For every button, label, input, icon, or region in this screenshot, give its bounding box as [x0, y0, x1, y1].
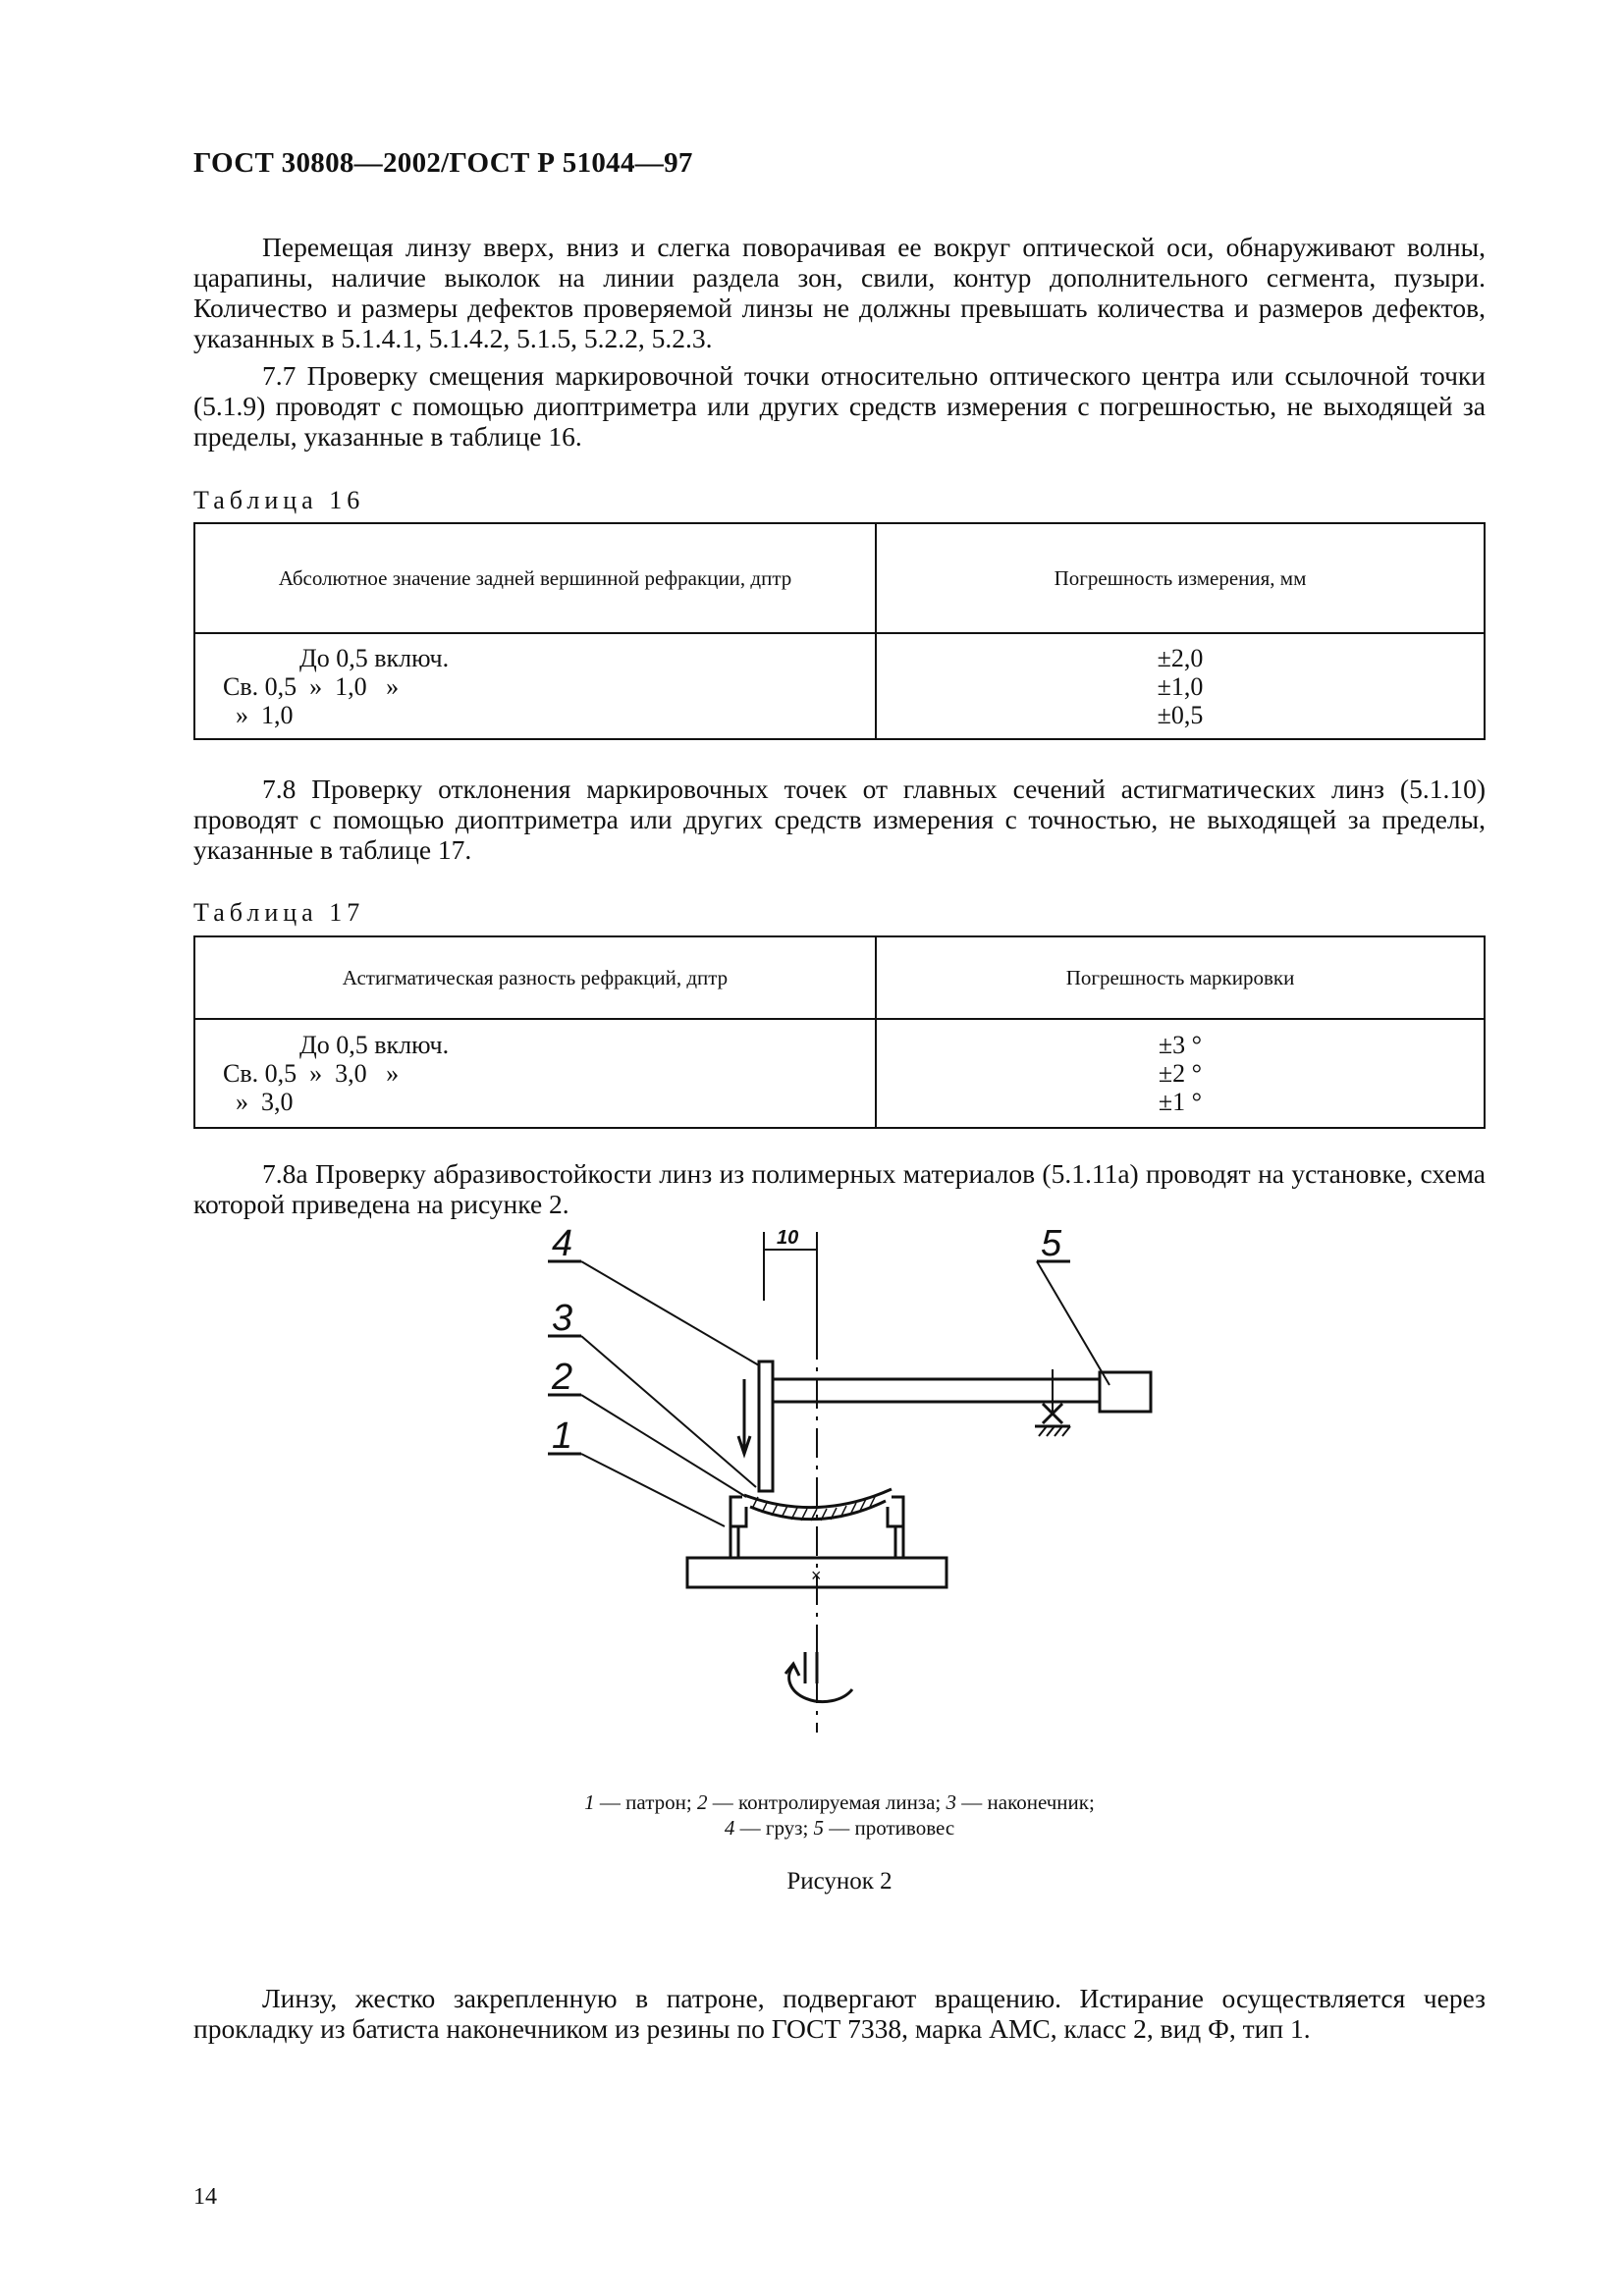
- paragraph-rotation: Линзу, жестко закрепленную в патроне, подвергают вращению. Истирание осуществляется через прокладку из батиста наконечником из резины по ГОСТ 7338, марка АМС, класс 2, вид Ф, тип 1.: [193, 1983, 1486, 2044]
- table-16: [193, 522, 1486, 740]
- figure-label-1: 1: [552, 1415, 573, 1457]
- document-header: ГОСТ 30808—2002/ГОСТ Р 51044—97: [193, 147, 693, 179]
- table-16-header-error: Погрешность измерения, мм: [876, 523, 1485, 633]
- figure-label-2: 2: [552, 1357, 573, 1398]
- center-mark: ×: [811, 1566, 822, 1585]
- abrasion-rig-figure: [511, 1202, 1178, 1772]
- legend-number: 2: [696, 1790, 708, 1814]
- table-row: ±1 °: [1158, 1088, 1203, 1116]
- figure-legend: [193, 1789, 1486, 1841]
- legend-number: 1: [584, 1790, 595, 1814]
- table-17: [193, 935, 1486, 1129]
- figure-label-4: 4: [552, 1223, 573, 1264]
- table-16-caption: Таблица 16: [193, 486, 365, 514]
- weight-rod: [759, 1362, 773, 1491]
- table-row: » 1,0: [223, 700, 294, 729]
- legend-number: 4: [724, 1816, 735, 1840]
- leader-line-2: [581, 1395, 746, 1497]
- table-16-header-refraction: Абсолютное значение задней вершинной рефракции, дптр: [194, 523, 876, 633]
- table-17-header-astigmatism: Астигматическая разность рефракций, дптр: [194, 936, 876, 1019]
- page-number: 14: [193, 2184, 217, 2210]
- table-row: ±1,0: [1157, 671, 1204, 701]
- leader-line-1: [581, 1454, 725, 1526]
- table-row: До 0,5 включ.: [223, 643, 450, 672]
- figure-title: Рисунок 2: [786, 1868, 893, 1895]
- legend-text: — контролируемая линза;: [707, 1790, 947, 1814]
- legend-text: — груз;: [734, 1816, 814, 1840]
- table-row: ±2,0: [1157, 643, 1204, 672]
- table-row: До 0,5 включ.: [223, 1031, 450, 1059]
- table-row: ±3 °: [1158, 1031, 1203, 1059]
- paragraph-7-7: 7.7 Проверку смещения маркировочной точки относительно оптического центра или ссылочной точки (5.1.9) проводят с помощью диоптриметра или других средств измерения с погрешностью, не выходящей за пределы, указанные в таблице 16.: [193, 360, 1486, 452]
- paragraph-defects: Перемещая линзу вверх, вниз и слегка поворачивая ее вокруг оптической оси, обнаруживают волны, царапины, наличие выколок на линии раздела зон, свили, контур дополнительного сегмента, пузыри. Количество и размеры дефектов проверяемой линзы не должны превышать количества и размеров дефектов, указанных в 5.1.4.1, 5.1.4.2, 5.1.5, 5.2.2, 5.2.3.: [193, 232, 1486, 353]
- table-17-header-marking-error: Погрешность маркировки: [876, 936, 1485, 1019]
- table-row: Св. 0,5 » 3,0 »: [223, 1059, 400, 1088]
- table-row: ±2 °: [1158, 1059, 1203, 1088]
- dimension-value: 10: [777, 1227, 799, 1249]
- paragraph-7-8a: 7.8а Проверку абразивостойкости линз из полимерных материалов (5.1.11а) проводят на установке, схема которой приведена на рисунке 2.: [193, 1158, 1486, 1219]
- chuck-right-jaw: [888, 1497, 903, 1526]
- table-row: Св. 0,5 » 1,0 »: [223, 671, 400, 701]
- table-row: ±0,5: [1157, 700, 1204, 729]
- figure-label-3: 3: [552, 1298, 573, 1339]
- figure-label-5: 5: [1041, 1223, 1062, 1264]
- legend-text: — патрон;: [594, 1790, 697, 1814]
- table-row: » 3,0: [223, 1088, 294, 1116]
- table-17-ranges: [194, 1019, 876, 1128]
- table-17-values: [876, 1019, 1485, 1128]
- legend-number: 5: [813, 1816, 825, 1840]
- table-16-values: [876, 633, 1485, 739]
- legend-number: 3: [946, 1790, 957, 1814]
- legend-text: — противовес: [824, 1816, 955, 1840]
- counterweight: [1100, 1372, 1151, 1412]
- paragraph-7-8: 7.8 Проверку отклонения маркировочных точек от главных сечений астигматических линз (5.1.10) проводят с помощью диоптриметра или других средств измерения с точностью, не выходящей за пределы, указанные в таблице 17.: [193, 774, 1486, 865]
- leader-line-5: [1037, 1261, 1109, 1385]
- legend-text: — наконечник;: [956, 1790, 1095, 1814]
- chuck-left-jaw: [730, 1497, 746, 1526]
- leader-line-4: [581, 1261, 759, 1365]
- table-16-ranges: [194, 633, 876, 739]
- table-17-caption: Таблица 17: [193, 898, 365, 927]
